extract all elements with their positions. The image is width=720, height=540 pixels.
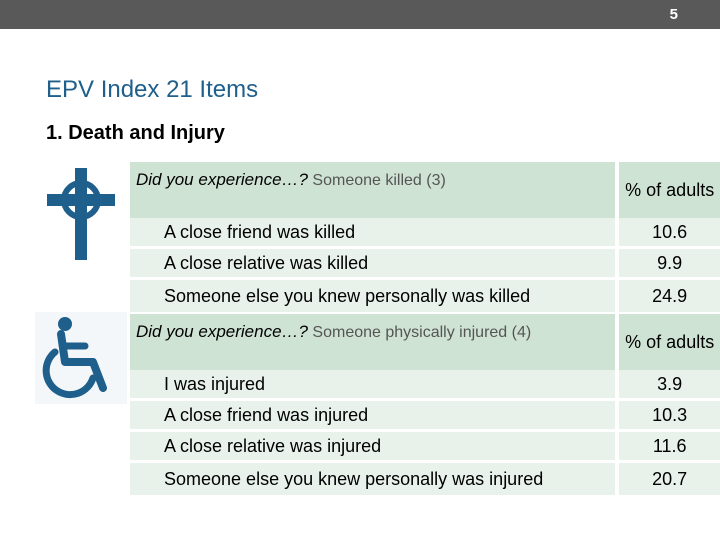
row-label: A close relative was killed <box>130 249 619 280</box>
row-label: Someone else you knew personally was injured <box>130 463 619 495</box>
question-header: Did you experience…? Someone physically injured (4) <box>130 314 619 370</box>
slide-title: EPV Index 21 Items <box>46 76 259 103</box>
row-value: 10.6 <box>619 218 720 249</box>
row-value: 3.9 <box>619 370 720 401</box>
table-row <box>130 370 720 401</box>
row-label: A close relative was injured <box>130 432 619 463</box>
table-row <box>130 280 720 312</box>
slide-subtitle: 1. Death and Injury <box>46 122 225 144</box>
row-value: 10.3 <box>619 401 720 432</box>
table-row <box>130 218 720 249</box>
table-row <box>130 249 720 280</box>
page-number: 5 <box>669 6 678 23</box>
row-value: 20.7 <box>619 463 720 495</box>
row-label: A close friend was injured <box>130 401 619 432</box>
wheelchair-icon <box>35 312 127 412</box>
celtic-cross-icon <box>35 162 127 262</box>
table-row <box>130 401 720 432</box>
table-row <box>130 432 720 463</box>
injury-table <box>130 314 720 495</box>
row-label: Someone else you knew personally was killed <box>130 280 619 312</box>
value-header: % of adults <box>619 314 720 370</box>
row-value: 24.9 <box>619 280 720 312</box>
table-row <box>130 463 720 495</box>
row-value: 11.6 <box>619 432 720 463</box>
value-header: % of adults <box>619 162 720 218</box>
top-bar <box>0 0 720 29</box>
question-header: Did you experience…? Someone killed (3) <box>130 162 619 218</box>
row-label: I was injured <box>130 370 619 401</box>
row-label: A close friend was killed <box>130 218 619 249</box>
row-value: 9.9 <box>619 249 720 280</box>
death-table <box>130 162 720 312</box>
